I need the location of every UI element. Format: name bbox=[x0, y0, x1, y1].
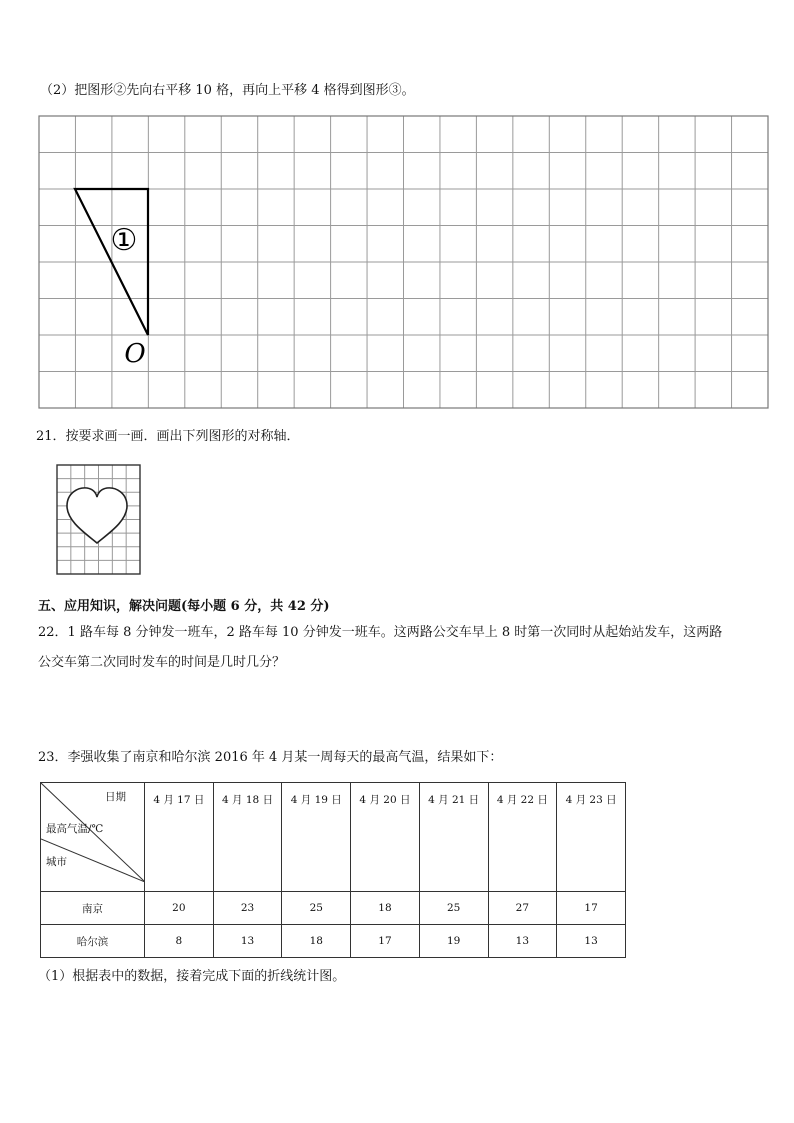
temp-cell: 13 bbox=[213, 925, 282, 958]
date-cell: 4 月 22 日 bbox=[488, 783, 557, 892]
point-o-label: O bbox=[124, 339, 146, 369]
date-cell: 4 月 17 日 bbox=[145, 783, 214, 892]
header-city-label: 城市 bbox=[46, 856, 67, 868]
diagonal-header-cell bbox=[41, 783, 145, 892]
translation-grid bbox=[38, 115, 770, 410]
temp-cell: 17 bbox=[351, 925, 420, 958]
section5-title: 五、应用知识，解决问题(每小题 6 分，共 42 分) bbox=[38, 599, 330, 614]
temp-cell: 8 bbox=[145, 925, 214, 958]
temp-cell: 18 bbox=[351, 892, 420, 925]
temperature-table bbox=[40, 782, 626, 958]
temp-cell: 23 bbox=[213, 892, 282, 925]
table-header-row bbox=[41, 783, 626, 892]
table-row-nanjing bbox=[41, 892, 626, 925]
q21-text: 21．按要求画一画．画出下列图形的对称轴． bbox=[36, 429, 300, 444]
table-row-harbin bbox=[41, 925, 626, 958]
temp-cell: 25 bbox=[282, 892, 351, 925]
date-cell: 4 月 19 日 bbox=[282, 783, 351, 892]
city-cell: 南京 bbox=[41, 892, 145, 925]
header-date-label: 日期 bbox=[105, 791, 126, 803]
temp-cell: 27 bbox=[488, 892, 557, 925]
city-cell: 哈尔滨 bbox=[41, 925, 145, 958]
q23-text: 23．李强收集了南京和哈尔滨 2016 年 4 月某一周每天的最高气温，结果如下： bbox=[38, 750, 503, 765]
date-cell: 4 月 23 日 bbox=[557, 783, 626, 892]
q22-line1: 22．1 路车每 8 分钟发一班车，2 路车每 10 分钟发一班车。这两路公交车早上 8 时第一次同时从起始站发车，这两路 bbox=[38, 625, 723, 640]
temp-cell: 17 bbox=[557, 892, 626, 925]
temp-cell: 20 bbox=[145, 892, 214, 925]
shape-1-label: ① bbox=[110, 223, 138, 258]
heart-shape bbox=[67, 488, 127, 543]
temp-cell: 13 bbox=[557, 925, 626, 958]
q23-part1-text: （1）根据表中的数据，接着完成下面的折线统计图。 bbox=[38, 969, 346, 984]
temp-cell: 13 bbox=[488, 925, 557, 958]
date-cell: 4 月 21 日 bbox=[419, 783, 488, 892]
date-cell: 4 月 20 日 bbox=[351, 783, 420, 892]
heart-grid bbox=[55, 463, 143, 577]
header-temp-label: 最高气温/℃ bbox=[46, 823, 104, 835]
date-cell: 4 月 18 日 bbox=[213, 783, 282, 892]
q22-line2: 公交车第二次同时发车的时间是几时几分？ bbox=[38, 655, 286, 670]
temp-cell: 18 bbox=[282, 925, 351, 958]
temp-cell: 25 bbox=[419, 892, 488, 925]
q20-part2-text: （2）把图形②先向右平移 10 格，再向上平移 4 格得到图形③。 bbox=[40, 83, 415, 98]
temp-cell: 19 bbox=[419, 925, 488, 958]
